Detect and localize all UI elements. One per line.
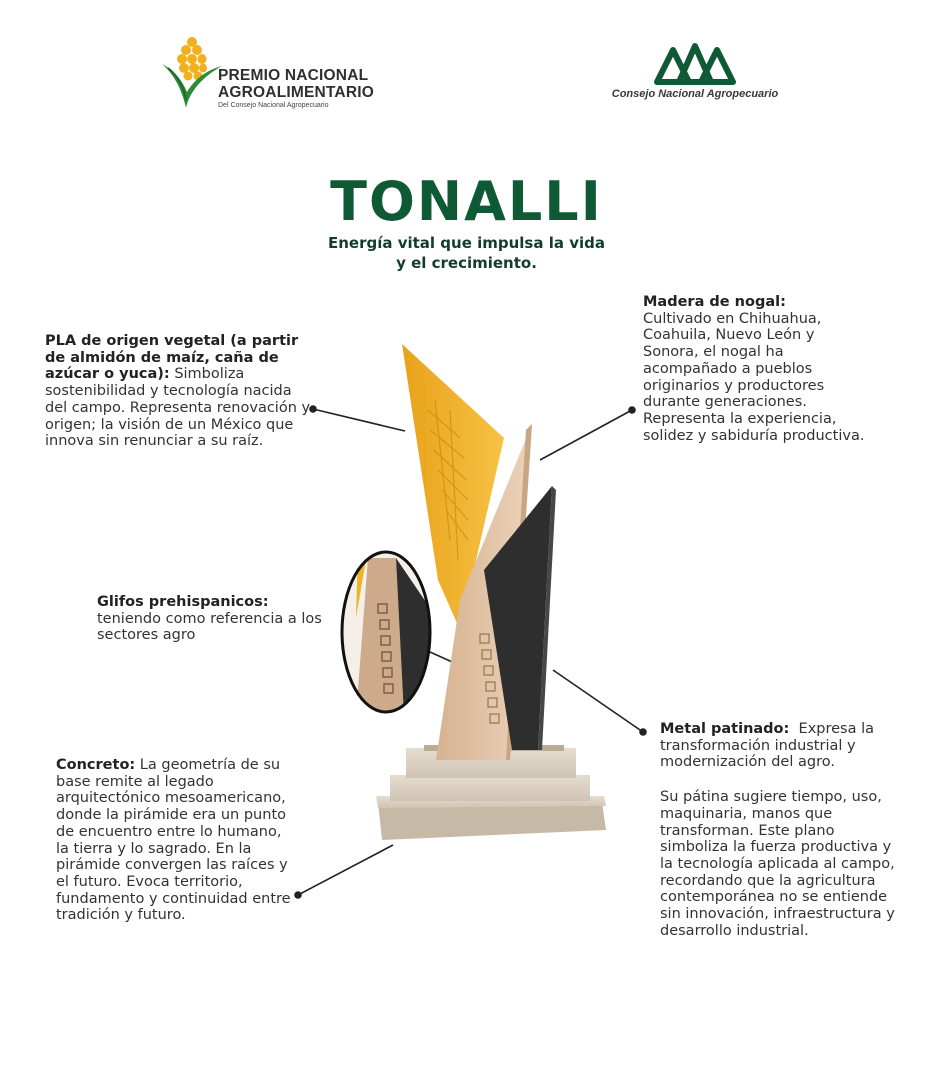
desc-glifos-heading: Glifos prehispanicos:: [97, 594, 269, 610]
desc-glifos-body: teniendo como referencia a los sectores agro: [97, 610, 322, 644]
desc-madera-body: Cultivado en Chihuahua, Coahuila, Nuevo León y Sonora, el nogal ha acompañado a pueblos originarios y productores durante generaciones. Representa la experiencia, solidez y sabiduría productiva.: [643, 310, 865, 444]
page-subtitle: [0, 233, 933, 273]
desc-pla: [45, 333, 315, 450]
desc-concreto-body: La geometría de su base remite al legado arquitectónico mesoamericano, donde la pirámide era un punto de encuentro entre lo humano, la tierra y lo sagrado. En la pirámide convergen las raíces y el futuro. Evoca territorio, fundamento y continuidad entre tradición y futuro.: [56, 757, 291, 924]
desc-concreto: [56, 757, 296, 924]
desc-concreto-heading: Concreto:: [56, 757, 136, 773]
premio-logo: [160, 34, 390, 114]
premio-line1: PREMIO NACIONAL: [218, 67, 369, 84]
premio-line2: AGROALIMENTARIO: [218, 84, 374, 101]
desc-pla-heading: PLA de origen vegetal (a partir de almidón de maíz, caña de azúcar o yuca):: [45, 333, 299, 383]
desc-glifos: [97, 594, 327, 644]
glyph-zoom-detail: [338, 548, 434, 716]
desc-madera-heading: Madera de nogal:: [643, 294, 786, 310]
desc-metal-body2: Su pátina sugiere tiempo, uso, maquinaria, manos que transforman. Este plano simboliza la fuerza productiva y la tecnología aplicada al campo, recordando que la agricultura contemporánea no se entiende sin innovación, infraestructura y desarrollo industrial.: [660, 789, 895, 939]
subtitle-line1: Energía vital que impulsa la vida: [328, 234, 605, 252]
cna-logo: [600, 40, 790, 110]
cna-name: Consejo Nacional Agropecuario: [611, 88, 779, 100]
corn-icon: [160, 34, 222, 110]
desc-pla-body: Simboliza sostenibilidad y tecnología nacida del campo. Representa renovación y origen; la visión de un México que innova sin renunciar a su raíz.: [45, 366, 311, 450]
premio-sub: Del Consejo Nacional Agropecuario: [218, 102, 329, 109]
desc-metal-heading: Metal patinado:: [660, 721, 790, 737]
subtitle-line2: y el crecimiento.: [396, 254, 537, 272]
desc-metal: [660, 721, 900, 939]
desc-metal-body: Expresa la transformación industrial y modernización del agro.: [660, 721, 879, 771]
mountains-icon: [653, 40, 737, 86]
page-title: TONALLI: [330, 170, 603, 233]
desc-madera: [643, 294, 873, 444]
